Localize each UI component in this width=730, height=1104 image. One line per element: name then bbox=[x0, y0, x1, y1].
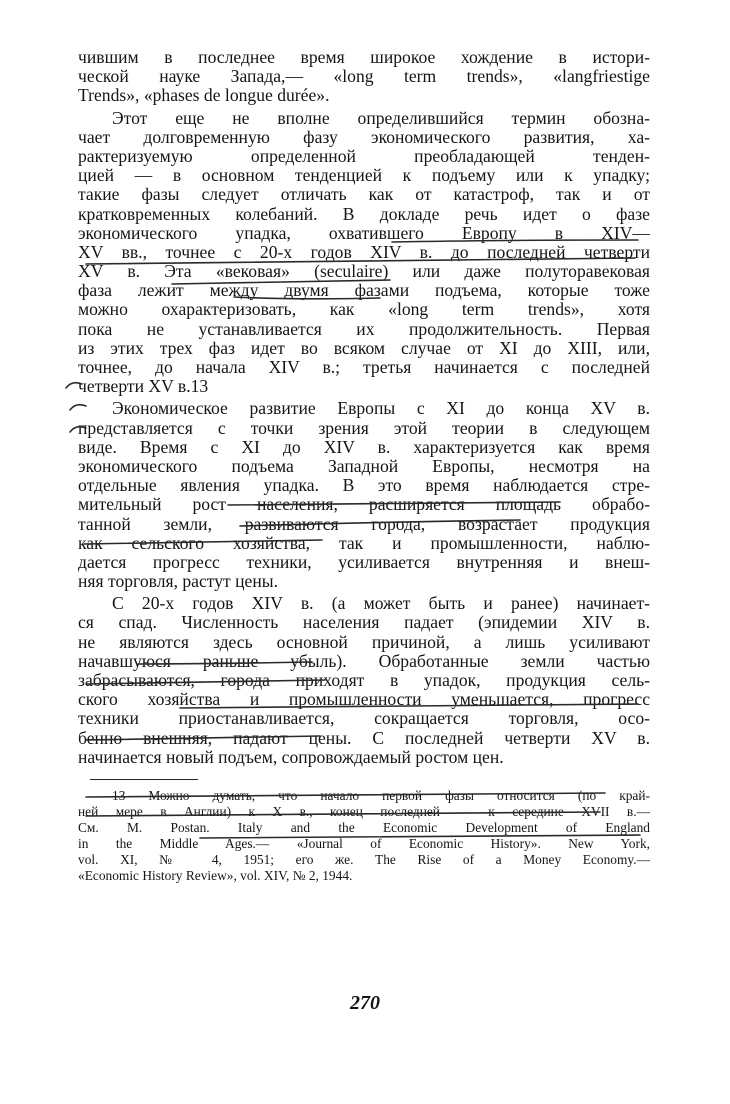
footnote-line: in the Middle Ages.— «Journal of Economic History». New York, bbox=[78, 835, 650, 851]
text-line: кратковременных колебаний. В докладе речь идет о фазе bbox=[78, 203, 650, 224]
text-line: Экономическое развитие Европы с XI до конца XV в. bbox=[112, 398, 650, 419]
text-line: ского хозяйства и промышленности уменьшается, прогресс bbox=[78, 689, 650, 710]
paragraph-1 bbox=[78, 48, 650, 106]
text-line: ческой науке Запада,— «long term trends», «langfriestige bbox=[78, 66, 650, 87]
text-line: Trends», «phases de longue durée». bbox=[78, 85, 330, 106]
text-line: представляется с точки зрения этой теории в следующем bbox=[78, 417, 650, 438]
footnote-line: vol. XI, № 4, 1951; его же. The Rise of a Money Economy.— bbox=[78, 851, 650, 867]
text-line: пока не устанавливается их продолжительность. Первая bbox=[78, 318, 650, 339]
footnote bbox=[78, 788, 650, 884]
text-line: точнее, до начала XIV в.; третья начинается с последней bbox=[78, 357, 650, 377]
footnote-line: «Economic History Review», vol. XIV, № 2, 1944. bbox=[78, 867, 353, 883]
text-line: цией — в основном тенденцией к подъему или к упадку; bbox=[78, 165, 650, 186]
text-line: экономического упадка, охватившего Европу в XIV— bbox=[78, 222, 650, 243]
text-line: как сельского хозяйства, так и промышленности, наблю- bbox=[78, 532, 650, 553]
text-line: чившим в последнее время широкое хождение в истори- bbox=[78, 47, 650, 67]
text-line: XV вв., точнее с 20-х годов XIV в. до последней четверти bbox=[78, 241, 650, 262]
text-line: Этот еще не вполне определившийся термин обозна- bbox=[112, 107, 650, 128]
page-number: 270 bbox=[350, 992, 380, 1014]
text-line: можно охарактеризовать, как «long term trends», хотя bbox=[78, 299, 650, 320]
text-line: техники приостанавливается, сокращается торговля, осо- bbox=[78, 708, 650, 729]
footnote-line: См. M. Postan. Italy and the Economic Development of England bbox=[78, 819, 650, 835]
text-line: начинается новый подъем, сопровождаемый ростом цен. bbox=[78, 746, 504, 767]
text-line: не являются здесь основной причиной, а лишь усиливают bbox=[78, 631, 650, 652]
text-line: дается прогресс техники, усиливается внутренняя и внеш- bbox=[78, 551, 650, 572]
text-line: чает долговременную фазу экономического развития, ха- bbox=[78, 126, 650, 147]
text-line: начавшуюся раньше убыль). Обработанные земли частью bbox=[78, 650, 650, 671]
paragraph-4 bbox=[78, 594, 650, 767]
text-line: ся спад. Численность населения падает (эпидемии XIV в. bbox=[78, 612, 650, 633]
text-line: рактеризуемую определенной преобладающей тенден- bbox=[78, 145, 650, 166]
page-text bbox=[78, 48, 650, 884]
text-line: танной земли, развиваются города, возрастает продукция bbox=[78, 513, 650, 534]
text-line: фаза лежит между двумя фазами подъема, которые тоже bbox=[78, 280, 650, 301]
text-line: С 20-х годов XIV в. (а может быть и ранее) начинает- bbox=[112, 593, 650, 614]
text-line: XV в. Эта «вековая» (seculaire) или даже полуторавековая bbox=[78, 261, 650, 282]
text-line: четверти XV в.13 bbox=[78, 376, 209, 397]
paragraph-2 bbox=[78, 109, 650, 397]
footnote-line: ней мере в Англии) к X в., конец последней — к середине XVII в.— bbox=[78, 803, 650, 819]
text-line: няя торговля, растут цены. bbox=[78, 571, 278, 592]
text-line: бенно внешняя, падают цены. С последней четверти XV в. bbox=[78, 727, 650, 748]
text-line: отдельные явления упадка. В это время наблюдается стре- bbox=[78, 475, 650, 496]
footnote-line: 13 Можно думать, что начало первой фазы относится (по край- bbox=[112, 787, 650, 803]
text-line: из этих трех фаз идет во всяком случае от XI до XIII, или, bbox=[78, 337, 650, 358]
text-line: виде. Время с XI до XIV в. характеризуется как время bbox=[78, 436, 650, 457]
footnote-divider bbox=[90, 779, 198, 780]
text-line: забрасываются, города приходят в упадок, продукция сель- bbox=[78, 670, 650, 690]
paragraph-3 bbox=[78, 399, 650, 591]
text-line: такие фазы следует отличать как от катастроф, так и от bbox=[78, 184, 650, 205]
text-line: экономического подъема Западной Европы, несмотря на bbox=[78, 455, 650, 476]
text-line: мительный рост населения, расширяется площадь обрабо- bbox=[78, 494, 650, 515]
